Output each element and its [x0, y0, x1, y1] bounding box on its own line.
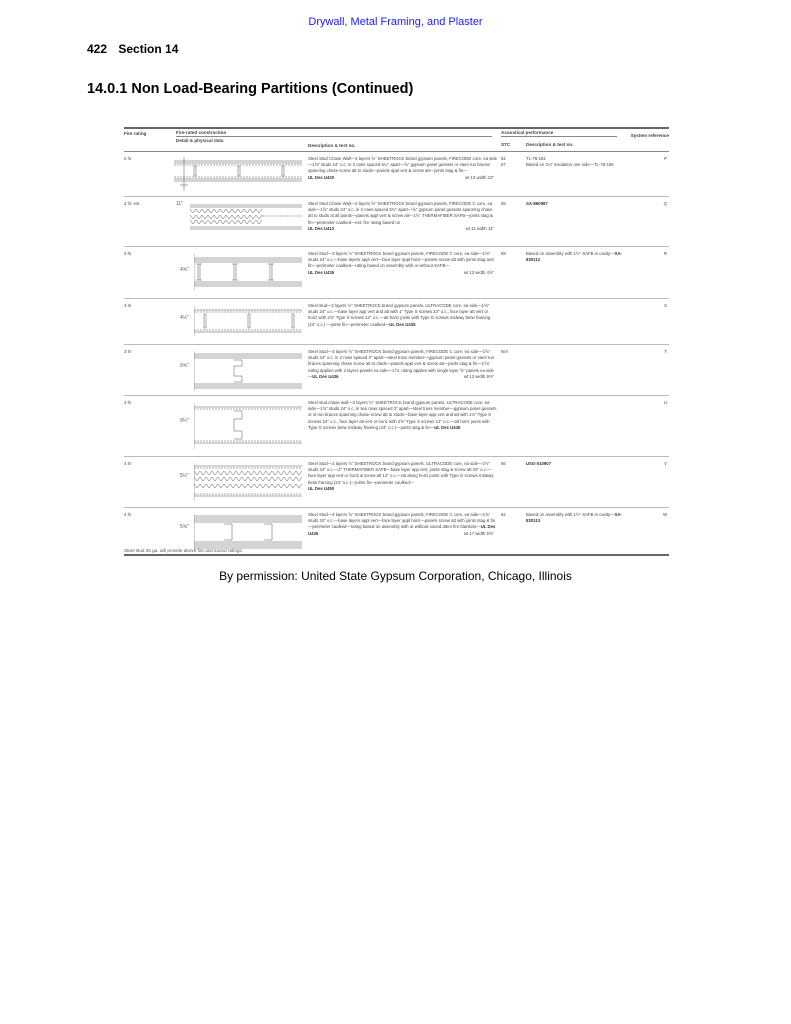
section-label: Section 14	[118, 42, 179, 56]
fire-rating: 3 hr	[124, 251, 132, 256]
page-header	[87, 42, 178, 56]
wall-dimension: 4½"	[180, 315, 189, 321]
header-description: Description & test no.	[308, 143, 356, 148]
ul-design-number: UL Des U436	[312, 373, 339, 379]
running-head: Drywall, Metal Framing, and Plaster	[308, 16, 483, 28]
table-header	[124, 127, 669, 152]
system-reference: T	[664, 349, 667, 354]
weight-width: wt 13 width 9⅝"	[463, 373, 494, 379]
header-acoustical-description: Description & test no.	[526, 142, 574, 147]
wall-dimension: 9⅝"	[180, 363, 189, 369]
table-row	[124, 197, 669, 247]
weight-width: wt 11 width 11"	[465, 225, 494, 231]
wall-dimension: 9¼"	[180, 418, 189, 424]
construction-description	[308, 400, 498, 431]
description-text: Steel Stud Chase Wall—2 layers ⅝" SHEETROCK brand gypsum panels, FIRECODE C core, ea side—1⅝" studs 24" o.c. in 2 rows spaced 5¾" apart—⅝" gypsum panel gussets spanning chase att to studs at all points—panels appl vert & screw att—1½" THERMAFIBER SAFB—joints stag & fin—perimeter caulked—est. fire rating based on	[308, 201, 493, 225]
acoustical-description	[526, 201, 626, 207]
wall-dimension: 5½"	[180, 473, 189, 479]
acoustical-text: Based on assembly with 1½" SAFB in cavity—	[526, 512, 615, 517]
acoustical-test-number: SA-830112	[526, 251, 622, 263]
acoustical-test-number: SA-860987	[526, 201, 548, 206]
stc-value: 52 57	[501, 156, 506, 168]
table-row	[124, 299, 669, 345]
acoustical-description	[526, 461, 626, 467]
description-text: Steel Stud—4 layers ⅝" SHEETROCK brand gypsum panels, FIRECODE C core, ea side—1⅝" studs 24" o.c.—base layers appl vert—face layer appl horiz—panels screw att with joints stag & fin—perimeter caulked—rating based on assembly with or without sound atten fire blankets—	[308, 512, 496, 530]
description-text: Steel stud chase wall—2 layers ½" SHEETROCK brand gypsum panels, ULTRACODE core, ea side—1⅝" studs 24" o.c. in two rows spaced 3" apart—steel truss member—gypsum panel gussets or st run braces spanning chase screw att to studs—base layer app vert and att with 1⅛" Type S screws 24" o.c., face layer att vert or horiz with 2⅝" Type S screws 12" o.c.—att horiz joints with Type G screws betw midway framing (24" o.c.)—joints stag & fin—	[308, 400, 497, 430]
wall-section-drawing	[194, 350, 302, 392]
header-acoustical: Acoustical performance	[501, 130, 554, 135]
description-text: Steel Stud—3 layers ⅝" SHEETROCK brand gypsum panels, FIRECODE C core, ea side—1⅝" studs 24" o.c. in 2 rows spaced 3" apart—steel truss member—gypsum panel gussets or steel run braces spanning chase screw att to studs—panels appl vert & screw att—joints stag & fin—2 hr. rating applies with 2 layers panels ea side—1 hr. rating applies with single layer ⅝" panels ea side—	[308, 349, 494, 379]
wall-section-drawing	[194, 252, 302, 292]
header-fire-rating: Fire rating	[124, 131, 147, 136]
fire-rating: 4 hr	[124, 512, 132, 517]
acoustical-description: TL-76-182 Based on 3⅛" insulation one side—TL-76-156	[526, 156, 614, 168]
description-text: Steel Stud Chase Wall—2 layers ⅝" SHEETROCK brand gypsum panels, FIRECODE core, ea side—1⅝" studs 24" o.c. in 2 rows spaced 6¼" apart—⅝" gypsum panel gussets or steel run braces spanning chase screw att to studs—panels appl vert & screw att—joints stag & fin—	[308, 156, 498, 174]
header-fire-rated-construction: Fire-rated construction	[176, 130, 227, 135]
page-number: 422	[87, 42, 108, 56]
partition-table	[124, 127, 669, 556]
wall-section-drawing	[194, 304, 302, 338]
header-detail: Detail & physical data	[176, 138, 224, 143]
stc-value: 55	[501, 201, 506, 206]
fire-rating: 2 hr. est	[124, 201, 140, 206]
description-text: Steel Stud—3 layers ½" SHEETROCK brand gypsum panels, FIRECODE C core, ea side—1⅝" studs 24" o.c.—base layers appl vert—face layer appl horiz—panels screw att with joints stag and fin—perimeter caulked—rating based on assembly with or without SAFB—	[308, 251, 494, 269]
wall-section-drawing	[190, 202, 302, 232]
wall-section-drawing	[194, 401, 302, 451]
table-row	[124, 152, 669, 197]
ul-design-number: UL Des U436	[434, 424, 461, 430]
table-row	[124, 457, 669, 508]
acoustical-description	[526, 251, 626, 263]
construction-description	[308, 201, 498, 232]
ul-design-number: UL Des U420	[308, 174, 335, 180]
header-stc: STC	[501, 142, 511, 147]
acoustical-description	[526, 512, 626, 524]
acoustical-test-number: USG-010907	[526, 461, 552, 466]
stc-value: N/A	[501, 349, 509, 354]
acoustical-test-number: SA-830113	[526, 512, 622, 524]
fire-rating: 2 hr	[124, 156, 132, 161]
wall-dimension: 11"	[176, 201, 183, 207]
table-footnote: Steel stud 25 ga. will provide above fire and sound ratings.	[124, 548, 244, 553]
wall-dimension: 4⅝"	[180, 267, 189, 273]
stc-value: 62	[501, 512, 506, 517]
construction-description	[308, 512, 498, 537]
system-reference: P	[664, 156, 667, 161]
ul-design-number: UL Des U412	[308, 225, 335, 231]
system-reference: R	[663, 251, 667, 256]
system-reference: U	[663, 400, 667, 405]
section-title: 14.0.1 Non Load-Bearing Partitions (Continued)	[87, 81, 414, 97]
table-row	[124, 345, 669, 396]
acoustical-text: Based on assembly with 1½" SAFB in cavity—	[526, 251, 615, 256]
weight-width: wt 17 width 5⅝"	[463, 530, 494, 536]
fire-rating: 4 hr	[124, 461, 132, 466]
construction-description	[308, 251, 498, 276]
table-row	[124, 247, 669, 299]
header-divider	[501, 136, 617, 137]
stc-value: 59	[501, 251, 506, 256]
system-reference: W	[662, 512, 667, 517]
weight-width: wt 13 width 4⅝"	[463, 269, 494, 275]
wall-dimension: 5⅝"	[180, 524, 189, 530]
stc-value: 56	[501, 461, 506, 466]
header-system-reference: System reference	[630, 133, 669, 138]
ul-design-number: UL Des U435	[308, 269, 335, 275]
weight-width: wt 13 width 12"	[465, 174, 494, 180]
wall-section-drawing	[194, 513, 302, 551]
ul-design-number: UL Des U435	[389, 321, 416, 327]
construction-description	[308, 461, 498, 492]
fire-rating: 3 hr	[124, 400, 132, 405]
description-text: Steel Stud—2 layers ½" SHEETROCK brand gypsum panels, ULTRACODE core, ea side—2½" studs 24" o.c.—2" THERMAFIBER SAFB—base layer app vert, joints stag & screw att 24" o.c.—face layer app vert or horiz & screw att 12" o.c.—att along horiz joints with Type G screws midway betw framing (24" o.c.)—joints fin—perimeter caulked—	[308, 461, 494, 485]
wall-section-drawing	[194, 462, 302, 502]
system-reference: V	[664, 461, 667, 466]
table-row	[124, 396, 669, 457]
description-text: Steel stud—2 layers ½" SHEETROCK brand gypsum panels, ULTRACODE core, ea side—1⅝" studs 24" o.c.—base layer app vert and att with 1" Type S screws 24" o.c., face layer att vert or horiz with 2⅝" Type S screws 12" o.c.—att horiz joints with Type G screws midway betw framing (24" o.c.) —joints fin—perimeter caulked—	[308, 303, 491, 327]
fire-rating: 3 hr	[124, 303, 132, 308]
construction-description	[308, 156, 498, 181]
fire-rating: 3 hr	[124, 349, 132, 354]
credit-line: By permission: United State Gypsum Corporation, Chicago, Illinois	[219, 569, 572, 583]
wall-section-drawing	[174, 157, 302, 191]
ul-design-number: UL Des U490	[308, 485, 335, 491]
system-reference: Q	[663, 201, 667, 206]
ul-design-number: UL Des U435	[308, 524, 496, 536]
construction-description	[308, 303, 498, 328]
system-reference: S	[664, 303, 667, 308]
header-divider	[176, 136, 492, 137]
construction-description	[308, 349, 498, 380]
